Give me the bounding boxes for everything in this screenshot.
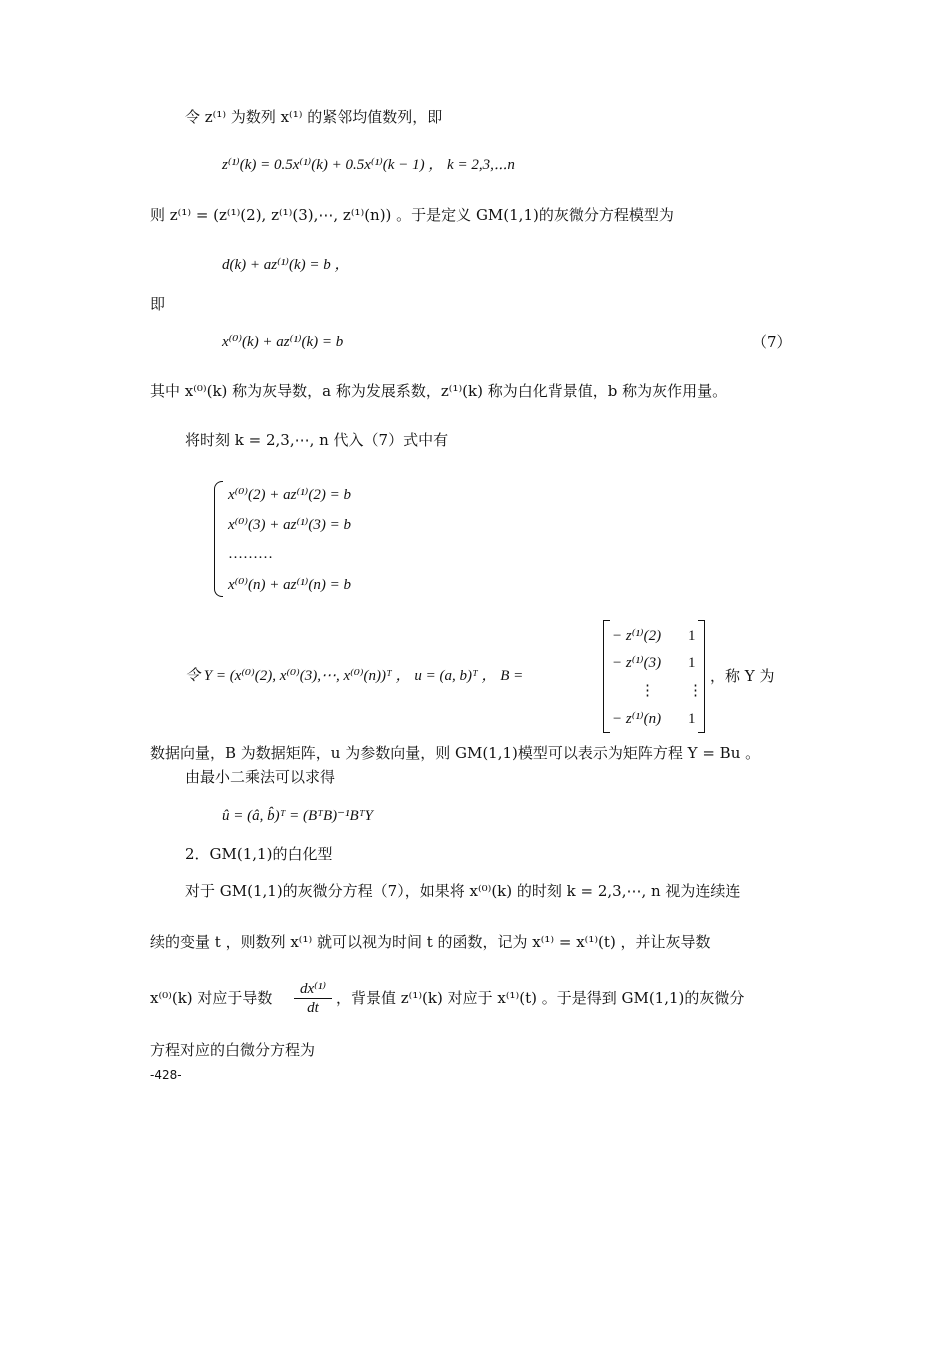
page-number: -428-: [150, 1068, 182, 1082]
matrix-cell-r3c1: ⋮: [640, 683, 655, 699]
section-heading-2: 2．GM(1,1)的白化型: [185, 845, 333, 863]
text-line-15: 续的变量 t ，则数列 x⁽¹⁾ 就可以视为时间 t 的函数，记为 x⁽¹⁾ = x⁽¹⁾(t) ，并让灰导数: [150, 933, 711, 951]
system-eq-n: x⁽⁰⁾(n) + az⁽¹⁾(n) = b: [228, 577, 351, 593]
text-line-definitions: 其中 x⁽⁰⁾(k) 称为灰导数，a 称为发展系数，z⁽¹⁾(k) 称为白化背景值，b 称为灰作用量。: [150, 382, 728, 400]
matrix-cell-r2c1: − z⁽¹⁾(3): [612, 655, 662, 671]
system-brace: [214, 481, 223, 597]
text-line-data-vector: 数据向量，B 为数据矩阵，u 为参数向量，则 GM(1,1)模型可以表示为矩阵方程 Y = Bu 。: [150, 744, 761, 762]
text-line-17: 方程对应的白微分方程为: [150, 1041, 316, 1059]
matrix-cell-r2c2: 1: [688, 655, 696, 671]
equation-grey-model: d(k) + az⁽¹⁾(k) = b ，: [222, 257, 350, 273]
matrix-right-bracket: [698, 620, 705, 733]
matrix-cell-r1c2: 1: [688, 628, 696, 644]
text-line-14: 对于 GM(1,1)的灰微分方程（7），如果将 x⁽⁰⁾(k) 的时刻 k = 2,3,⋯, n 视为连续连: [185, 882, 741, 900]
fraction-numerator: dx⁽¹⁾: [294, 980, 332, 999]
text-line-ji: 即: [150, 295, 166, 313]
text-line-16b: ，背景值 z⁽¹⁾(k) 对应于 x⁽¹⁾(t) 。于是得到 GM(1,1)的灰微分: [336, 989, 745, 1007]
matrix-definition-text: 令 Y = (x⁽⁰⁾(2), x⁽⁰⁾(3),⋯, x⁽⁰⁾(n))ᵀ ， u = (a, b)ᵀ ， B =: [185, 668, 524, 684]
matrix-cell-r1c1: − z⁽¹⁾(2): [612, 628, 662, 644]
system-eq-dots: ………: [228, 546, 273, 562]
equation-7: x⁽⁰⁾(k) + az⁽¹⁾(k) = b: [222, 334, 344, 350]
equation-z1: z⁽¹⁾(k) = 0.5x⁽¹⁾(k) + 0.5x⁽¹⁾(k − 1) ， k = 2,3,⋯n: [222, 157, 515, 173]
text-line-substitute: 将时刻 k = 2,3,⋯, n 代入（7）式中有: [185, 431, 449, 449]
text-line-1: 令 z⁽¹⁾ 为数列 x⁽¹⁾ 的紧邻均值数列，即: [185, 108, 443, 126]
equation-least-squares: û = (â, b̂)ᵀ = (BᵀB)⁻¹BᵀY: [222, 808, 373, 824]
derivative-fraction: [294, 980, 332, 1017]
matrix-cell-r4c1: − z⁽¹⁾(n): [612, 711, 662, 727]
matrix-suffix-text: ，称 Y 为: [710, 667, 775, 685]
system-eq-1: x⁽⁰⁾(2) + az⁽¹⁾(2) = b: [228, 487, 351, 503]
text-line-least-squares: 由最小二乘法可以求得: [185, 768, 336, 786]
matrix-cell-r3c2: ⋮: [688, 683, 703, 699]
fraction-denominator: dt: [307, 1000, 319, 1016]
text-line-3: 则 z⁽¹⁾ = (z⁽¹⁾(2), z⁽¹⁾(3),⋯, z⁽¹⁾(n)) 。于是定义 GM(1,1)的灰微分方程模型为: [150, 206, 674, 224]
equation-number-7: （7）: [752, 333, 792, 351]
matrix-cell-r4c2: 1: [688, 711, 696, 727]
matrix-left-bracket: [603, 620, 610, 733]
text-line-16a: x⁽⁰⁾(k) 对应于导数: [150, 989, 273, 1007]
system-eq-2: x⁽⁰⁾(3) + az⁽¹⁾(3) = b: [228, 517, 351, 533]
